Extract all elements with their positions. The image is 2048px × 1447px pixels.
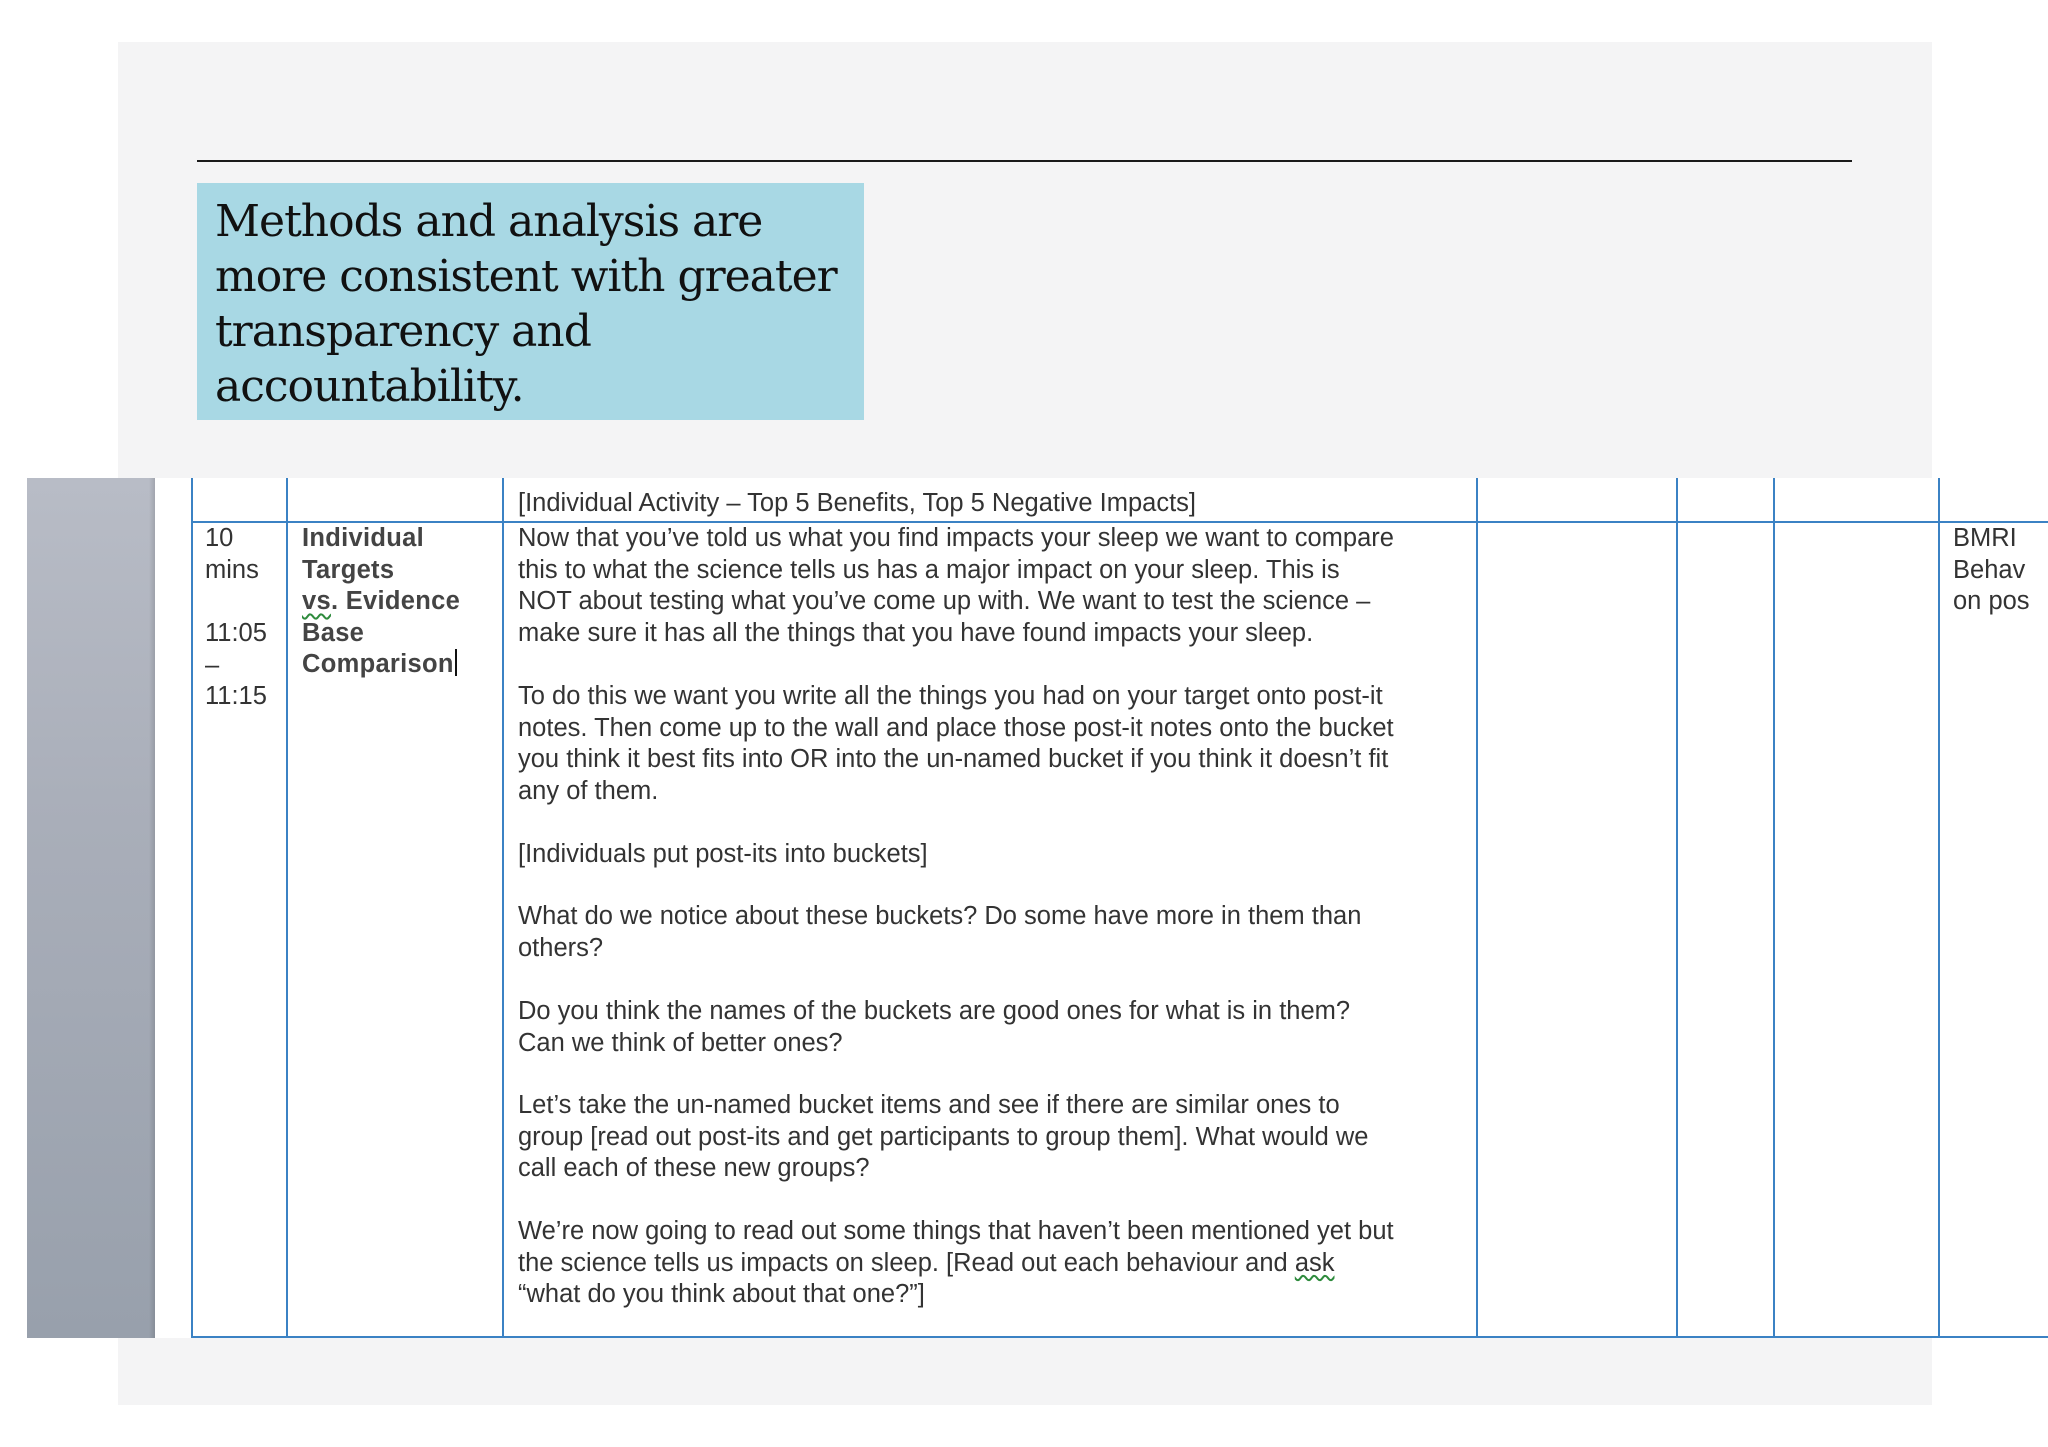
spellcheck-word: ask [1294, 1248, 1335, 1277]
description-paragraph: To do this we want you write all the things you had on your target onto post-it notes. Then come up to the wall and place those post-it notes onto the bucket you think it best fits into OR into the un-named bucket if you think it doesn’t fit any of them. [518, 682, 1394, 805]
description-paragraph: Let’s take the un-named bucket items and see if there are similar ones to group [read out post-its and get participants to group them]. What would we call each of these new groups? [518, 1091, 1369, 1182]
truncated-right-cell: BMRI Behav on pos [1953, 524, 2030, 615]
spellcheck-word: vs [302, 587, 331, 615]
table-border [1938, 478, 1940, 1338]
table-border [1773, 478, 1775, 1338]
description-paragraph: Now that you’ve told us what you find impacts your sleep we want to compare this to what the science tells us has a major impact on your sleep. This is NOT about testing what you’ve come up with. We want to test the science – make sure it has all the things that you have found impacts your sleep. [518, 524, 1394, 647]
title-rule [197, 160, 1852, 162]
table-border [286, 478, 288, 1338]
description-paragraph: [Individuals put post-its into buckets] [518, 840, 928, 868]
side-gradient-bar [27, 478, 155, 1338]
description-text: “what do you think about that one?”] [518, 1280, 925, 1308]
description-paragraph [518, 1216, 1394, 1311]
duration-cell: 10 mins [205, 524, 259, 584]
activity-title-cell [302, 523, 460, 681]
previous-row-text: [Individual Activity – Top 5 Benefits, Top 5 Negative Impacts] [518, 489, 1197, 517]
time-cell: 11:05 – 11:15 [205, 619, 267, 710]
table-border [191, 478, 193, 1338]
table-border [1676, 478, 1678, 1338]
slide-bottom-strip [118, 1338, 1932, 1405]
table-border [1476, 478, 1478, 1338]
table-border [502, 478, 504, 1338]
description-text: We’re now going to read out some things that haven’t been mentioned yet but the science tells us impacts on sleep. [Read out each behaviour and [518, 1217, 1394, 1277]
activity-title-text: Individual Targets [302, 524, 425, 584]
document-table-screenshot [155, 478, 2048, 1338]
text-cursor [455, 649, 457, 676]
activity-title-text: . Evidence Base Comparison [302, 587, 461, 678]
headline-callout: Methods and analysis are more consistent with greater transparency and accountability. [197, 183, 864, 420]
description-paragraph: What do we notice about these buckets? Do some have more in them than others? [518, 902, 1362, 962]
description-paragraph: Do you think the names of the buckets are good ones for what is in them? Can we think of better ones? [518, 997, 1351, 1057]
